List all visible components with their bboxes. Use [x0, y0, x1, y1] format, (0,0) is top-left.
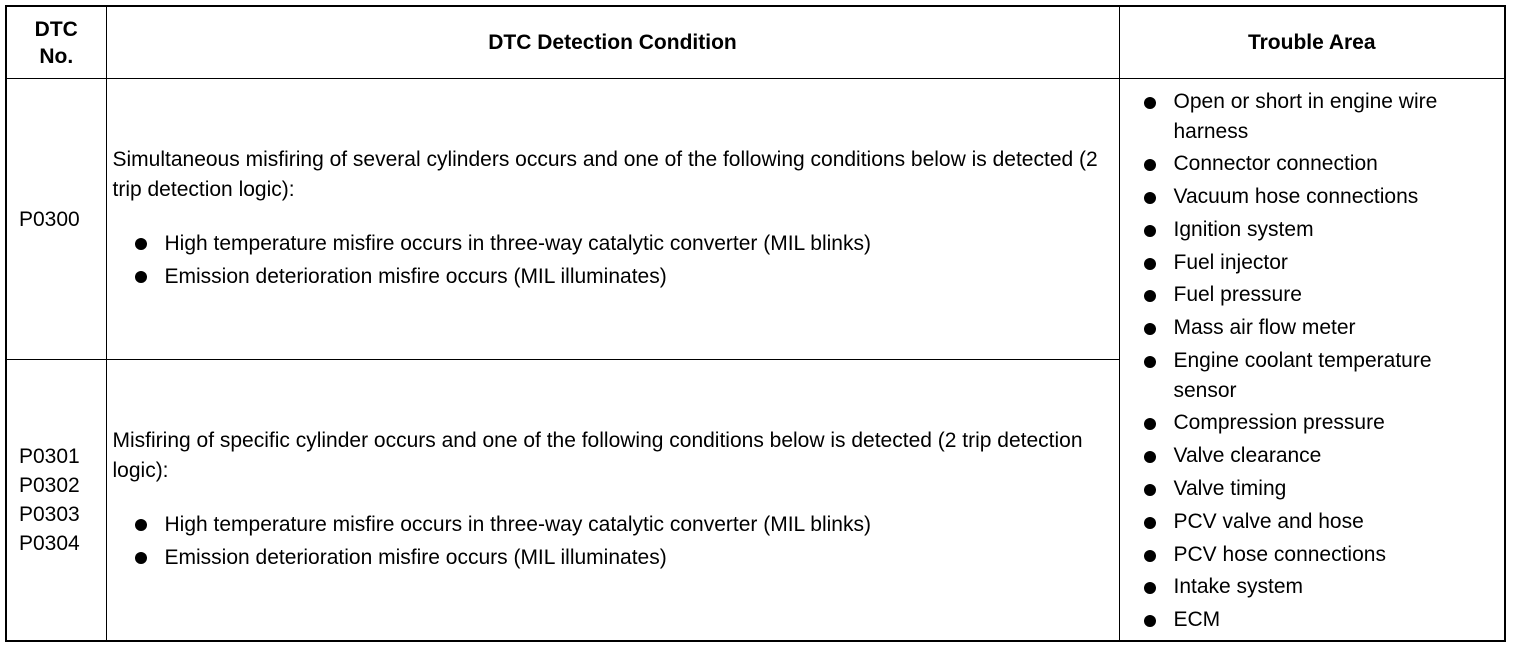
dtc-code-cell — [6, 79, 106, 360]
list-item-text: Mass air flow meter — [1173, 316, 1356, 340]
list-item — [1142, 149, 1495, 179]
condition-cell — [106, 360, 1119, 641]
list-item — [1142, 507, 1495, 537]
dtc-code: P0303 — [19, 502, 80, 526]
bullet-icon — [135, 519, 147, 531]
list-item — [1142, 605, 1495, 635]
bullet-icon — [1144, 517, 1156, 529]
bullet-icon — [1144, 159, 1156, 171]
list-item — [1142, 280, 1495, 310]
bullet-icon — [1144, 418, 1156, 430]
condition-text: Simultaneous misfiring of several cylinders occurs and one of the following conditions below is detected (2 trip detection logic): — [112, 148, 1098, 201]
list-item-text: Vacuum hose connections — [1173, 185, 1419, 209]
list-item — [133, 508, 1111, 541]
list-item-text: Fuel pressure — [1173, 283, 1302, 307]
list-item-text: High temperature misfire occurs in three-way catalytic converter (MIL blinks) — [164, 512, 871, 536]
list-item-text: PCV hose connections — [1173, 542, 1386, 566]
list-item — [1142, 248, 1495, 278]
list-item — [1142, 572, 1495, 602]
list-item-text: ECM — [1173, 608, 1221, 632]
dtc-code-cell — [6, 360, 106, 641]
list-item — [1142, 215, 1495, 245]
condition-cell — [106, 79, 1119, 360]
header-dtc-no: DTC No. — [6, 6, 106, 79]
list-item — [1142, 540, 1495, 570]
bullet-icon — [135, 238, 147, 250]
list-item-text: Ignition system — [1173, 217, 1314, 241]
list-item — [1142, 313, 1495, 343]
list-item-text: Open or short in engine wire harness — [1173, 90, 1438, 143]
dtc-code: P0304 — [19, 531, 80, 555]
condition-text: Misfiring of specific cylinder occurs and one of the following conditions below is detected (2 trip detection logic): — [112, 428, 1083, 482]
list-item — [1142, 474, 1495, 504]
list-item-text: Connector connection — [1173, 152, 1378, 176]
list-item — [1142, 441, 1495, 471]
header-trouble-area: Trouble Area — [1119, 6, 1505, 79]
list-item-text: Engine coolant temperature sensor — [1173, 349, 1432, 402]
bullet-icon — [1144, 290, 1156, 302]
list-item-text: Fuel injector — [1173, 250, 1288, 274]
bullet-icon — [1144, 225, 1156, 237]
list-item — [133, 227, 1111, 260]
table-row — [6, 79, 1505, 360]
trouble-area-cell — [1119, 79, 1505, 641]
dtc-table — [5, 5, 1506, 642]
list-item — [133, 541, 1111, 574]
list-item — [1142, 408, 1495, 438]
dtc-code: P0301 — [19, 444, 80, 468]
list-item-text: PCV valve and hose — [1173, 509, 1364, 533]
dtc-code: P0302 — [19, 473, 80, 497]
list-item-text: Intake system — [1173, 575, 1304, 599]
bullet-icon — [135, 271, 147, 283]
list-item — [133, 260, 1111, 293]
bullet-icon — [1144, 258, 1156, 270]
list-item-text: Valve timing — [1173, 476, 1287, 500]
bullet-icon — [1144, 582, 1156, 594]
dtc-code: P0300 — [19, 207, 80, 231]
bullet-icon — [1144, 550, 1156, 562]
bullet-icon — [135, 552, 147, 564]
bullet-icon — [1144, 356, 1156, 368]
bullet-icon — [1144, 484, 1156, 496]
bullet-icon — [1144, 192, 1156, 204]
list-item-text: Compression pressure — [1173, 411, 1385, 435]
trouble-area-list — [1142, 87, 1495, 635]
header-condition: DTC Detection Condition — [106, 6, 1119, 79]
bullet-icon — [1144, 615, 1156, 627]
list-item-text: Emission deterioration misfire occurs (MIL illuminates) — [164, 265, 667, 288]
list-item — [1142, 87, 1495, 146]
list-item-text: Valve clearance — [1173, 444, 1322, 468]
condition-list — [113, 227, 1111, 293]
condition-list — [113, 508, 1111, 574]
bullet-icon — [1144, 323, 1156, 335]
list-item-text: Emission deterioration misfire occurs (MIL illuminates) — [164, 545, 667, 569]
list-item-text: High temperature misfire occurs in three-way catalytic converter (MIL blinks) — [164, 232, 871, 255]
bullet-icon — [1144, 97, 1156, 109]
header-row — [6, 6, 1505, 79]
bullet-icon — [1144, 451, 1156, 463]
list-item — [1142, 346, 1495, 405]
list-item — [1142, 182, 1495, 212]
